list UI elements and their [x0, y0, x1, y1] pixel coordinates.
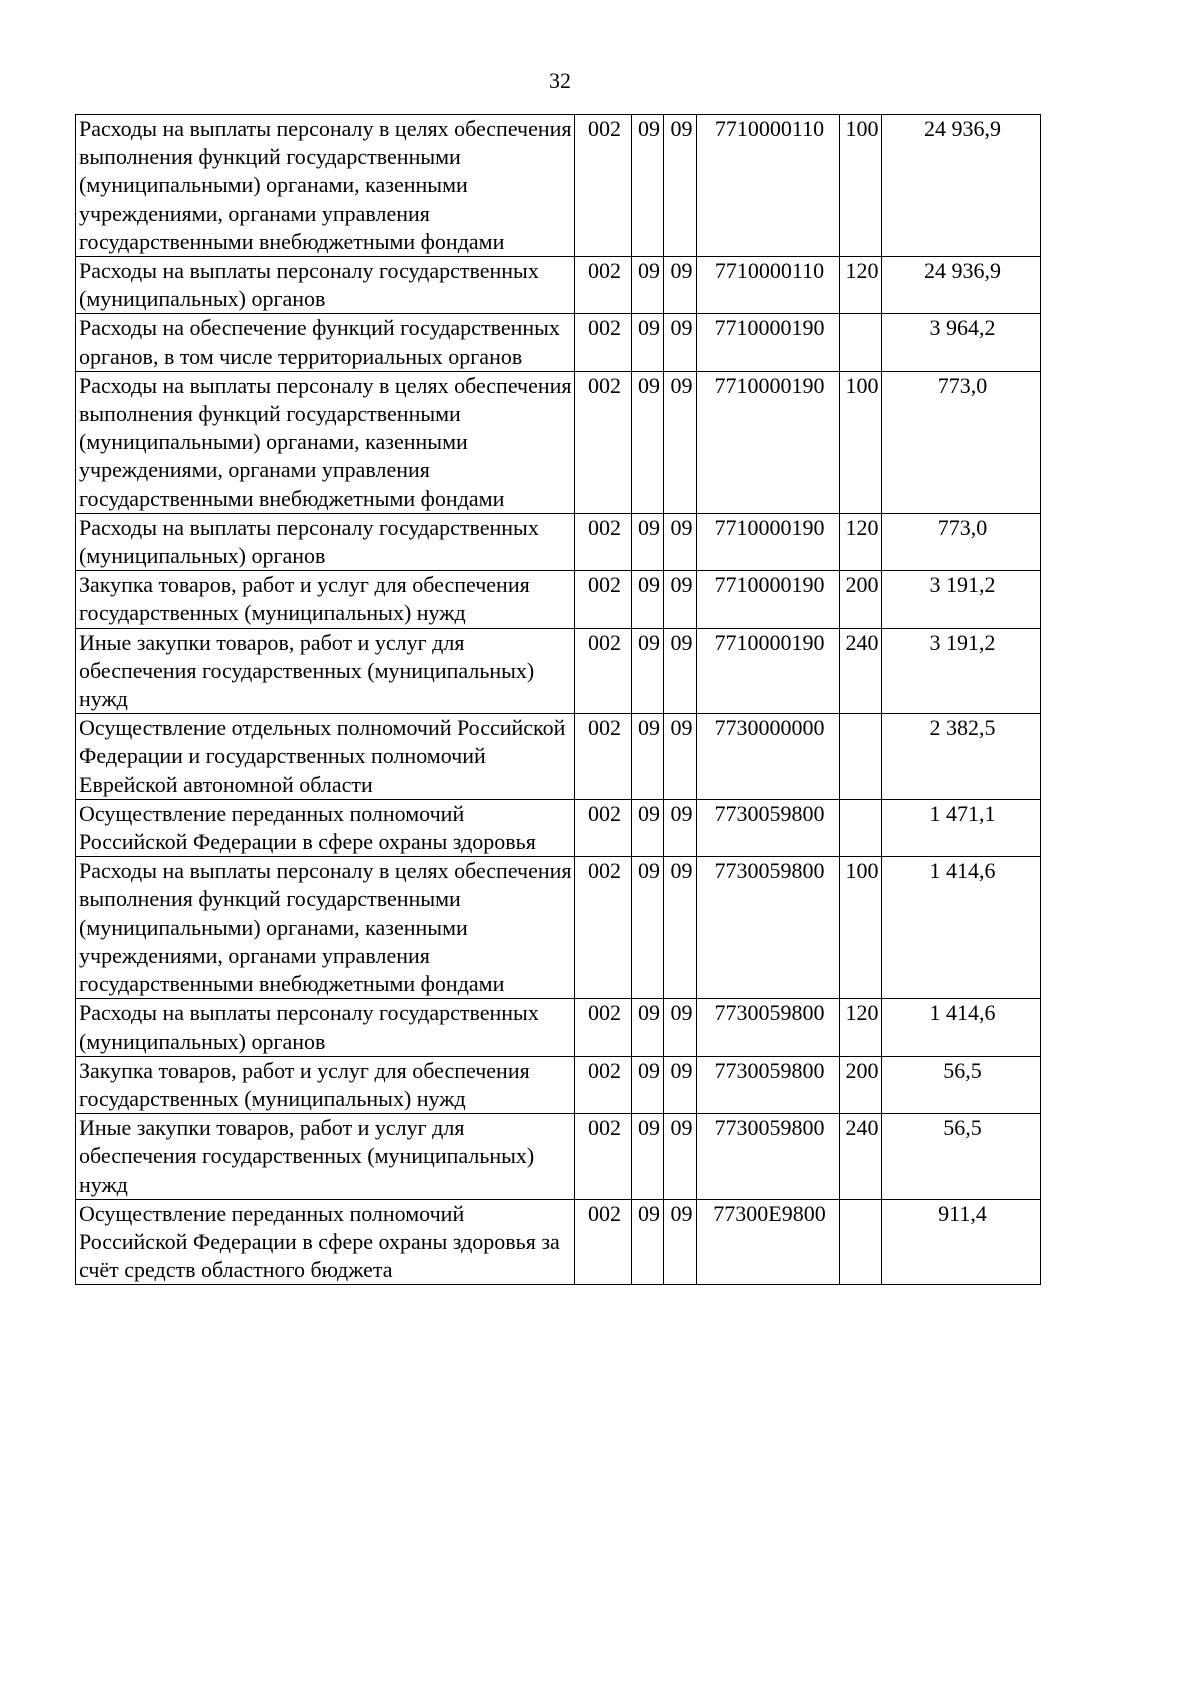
row-sum-cell: 773,0: [882, 513, 1041, 570]
row-subsection-cell: 09: [664, 115, 697, 257]
row-expense-type-cell: 120: [840, 257, 882, 314]
row-expense-type-cell: [840, 1199, 882, 1285]
row-target-article-cell: 7730059800: [697, 1114, 840, 1200]
row-name-cell: Расходы на выплаты персоналу в целях обеспечения выполнения функций государственными (муниципальными) органами, казенными учреждениями, органами управления государственными внебюджетными фондами: [76, 115, 575, 257]
row-expense-type-cell: 100: [840, 857, 882, 999]
row-expense-type-cell: [840, 314, 882, 371]
row-sum-cell: 3 964,2: [882, 314, 1041, 371]
table-row: [76, 115, 1041, 257]
row-sum-cell: 56,5: [882, 1114, 1041, 1200]
row-section-cell: 09: [632, 314, 664, 371]
row-name-cell: Расходы на обеспечение функций государственных органов, в том числе территориальных органов: [76, 314, 575, 371]
row-section-cell: 09: [632, 628, 664, 714]
row-subsection-cell: 09: [664, 799, 697, 856]
row-grbs-cell: 002: [575, 371, 632, 513]
table-row: [76, 799, 1041, 856]
table-row: [76, 1199, 1041, 1285]
row-grbs-cell: 002: [575, 1056, 632, 1113]
row-grbs-cell: 002: [575, 513, 632, 570]
table-row: [76, 513, 1041, 570]
row-section-cell: 09: [632, 571, 664, 628]
row-subsection-cell: 09: [664, 1056, 697, 1113]
row-subsection-cell: 09: [664, 314, 697, 371]
row-sum-cell: 24 936,9: [882, 115, 1041, 257]
row-name-cell: Расходы на выплаты персоналу государственных (муниципальных) органов: [76, 257, 575, 314]
row-expense-type-cell: [840, 714, 882, 800]
row-section-cell: 09: [632, 1056, 664, 1113]
row-target-article-cell: 7730000000: [697, 714, 840, 800]
row-subsection-cell: 09: [664, 371, 697, 513]
table-row: [76, 257, 1041, 314]
row-target-article-cell: 7730059800: [697, 1056, 840, 1113]
row-section-cell: 09: [632, 257, 664, 314]
row-name-cell: Закупка товаров, работ и услуг для обеспечения государственных (муниципальных) нужд: [76, 571, 575, 628]
row-subsection-cell: 09: [664, 513, 697, 570]
row-grbs-cell: 002: [575, 999, 632, 1056]
row-subsection-cell: 09: [664, 714, 697, 800]
row-name-cell: Иные закупки товаров, работ и услуг для обеспечения государственных (муниципальных) нужд: [76, 1114, 575, 1200]
row-grbs-cell: 002: [575, 628, 632, 714]
row-grbs-cell: 002: [575, 314, 632, 371]
row-section-cell: 09: [632, 714, 664, 800]
row-target-article-cell: 7710000190: [697, 571, 840, 628]
row-section-cell: 09: [632, 371, 664, 513]
row-section-cell: 09: [632, 999, 664, 1056]
table-row: [76, 999, 1041, 1056]
row-sum-cell: 24 936,9: [882, 257, 1041, 314]
row-name-cell: Расходы на выплаты персоналу государственных (муниципальных) органов: [76, 513, 575, 570]
row-name-cell: Расходы на выплаты персоналу в целях обеспечения выполнения функций государственными (муниципальными) органами, казенными учреждениями, органами управления государственными внебюджетными фондами: [76, 371, 575, 513]
row-target-article-cell: 7730059800: [697, 999, 840, 1056]
row-section-cell: 09: [632, 857, 664, 999]
row-sum-cell: 773,0: [882, 371, 1041, 513]
row-section-cell: 09: [632, 115, 664, 257]
row-subsection-cell: 09: [664, 571, 697, 628]
table-row: [76, 628, 1041, 714]
row-sum-cell: 1 414,6: [882, 999, 1041, 1056]
row-target-article-cell: 7710000110: [697, 115, 840, 257]
row-target-article-cell: 7710000190: [697, 314, 840, 371]
row-grbs-cell: 002: [575, 115, 632, 257]
row-name-cell: Расходы на выплаты персоналу в целях обеспечения выполнения функций государственными (муниципальными) органами, казенными учреждениями, органами управления государственными внебюджетными фондами: [76, 857, 575, 999]
table-row: [76, 1056, 1041, 1113]
table-row: [76, 571, 1041, 628]
row-section-cell: 09: [632, 799, 664, 856]
row-name-cell: Закупка товаров, работ и услуг для обеспечения государственных (муниципальных) нужд: [76, 1056, 575, 1113]
row-target-article-cell: 7710000110: [697, 257, 840, 314]
row-name-cell: Осуществление переданных полномочий Российской Федерации в сфере охраны здоровья за счёт средств областного бюджета: [76, 1199, 575, 1285]
row-section-cell: 09: [632, 1114, 664, 1200]
row-grbs-cell: 002: [575, 857, 632, 999]
row-target-article-cell: 7710000190: [697, 628, 840, 714]
budget-table-body: [76, 115, 1041, 1285]
row-expense-type-cell: [840, 799, 882, 856]
row-target-article-cell: 7730059800: [697, 799, 840, 856]
row-section-cell: 09: [632, 513, 664, 570]
row-name-cell: Иные закупки товаров, работ и услуг для обеспечения государственных (муниципальных) нужд: [76, 628, 575, 714]
row-target-article-cell: 7730059800: [697, 857, 840, 999]
row-name-cell: Осуществление отдельных полномочий Российской Федерации и государственных полномочий Еврейской автономной области: [76, 714, 575, 800]
row-expense-type-cell: 240: [840, 628, 882, 714]
row-sum-cell: 56,5: [882, 1056, 1041, 1113]
row-sum-cell: 1 414,6: [882, 857, 1041, 999]
row-target-article-cell: 7710000190: [697, 513, 840, 570]
row-grbs-cell: 002: [575, 571, 632, 628]
row-expense-type-cell: 200: [840, 571, 882, 628]
row-name-cell: Осуществление переданных полномочий Российской Федерации в сфере охраны здоровья: [76, 799, 575, 856]
page-number: 32: [549, 68, 571, 93]
row-sum-cell: 2 382,5: [882, 714, 1041, 800]
row-subsection-cell: 09: [664, 628, 697, 714]
table-row: [76, 1114, 1041, 1200]
table-row: [76, 857, 1041, 999]
table-row: [76, 714, 1041, 800]
row-target-article-cell: 7710000190: [697, 371, 840, 513]
row-expense-type-cell: 200: [840, 1056, 882, 1113]
row-target-article-cell: 77300Е9800: [697, 1199, 840, 1285]
table-row: [76, 314, 1041, 371]
row-subsection-cell: 09: [664, 857, 697, 999]
row-sum-cell: 3 191,2: [882, 571, 1041, 628]
row-grbs-cell: 002: [575, 1199, 632, 1285]
row-grbs-cell: 002: [575, 1114, 632, 1200]
row-subsection-cell: 09: [664, 1199, 697, 1285]
row-sum-cell: 3 191,2: [882, 628, 1041, 714]
row-name-cell: Расходы на выплаты персоналу государственных (муниципальных) органов: [76, 999, 575, 1056]
row-expense-type-cell: 120: [840, 513, 882, 570]
row-subsection-cell: 09: [664, 999, 697, 1056]
budget-table: [75, 114, 1041, 1285]
row-grbs-cell: 002: [575, 714, 632, 800]
row-sum-cell: 911,4: [882, 1199, 1041, 1285]
row-subsection-cell: 09: [664, 257, 697, 314]
row-subsection-cell: 09: [664, 1114, 697, 1200]
row-grbs-cell: 002: [575, 799, 632, 856]
row-expense-type-cell: 120: [840, 999, 882, 1056]
row-section-cell: 09: [632, 1199, 664, 1285]
row-expense-type-cell: 100: [840, 115, 882, 257]
row-expense-type-cell: 240: [840, 1114, 882, 1200]
row-expense-type-cell: 100: [840, 371, 882, 513]
row-sum-cell: 1 471,1: [882, 799, 1041, 856]
table-row: [76, 371, 1041, 513]
row-grbs-cell: 002: [575, 257, 632, 314]
